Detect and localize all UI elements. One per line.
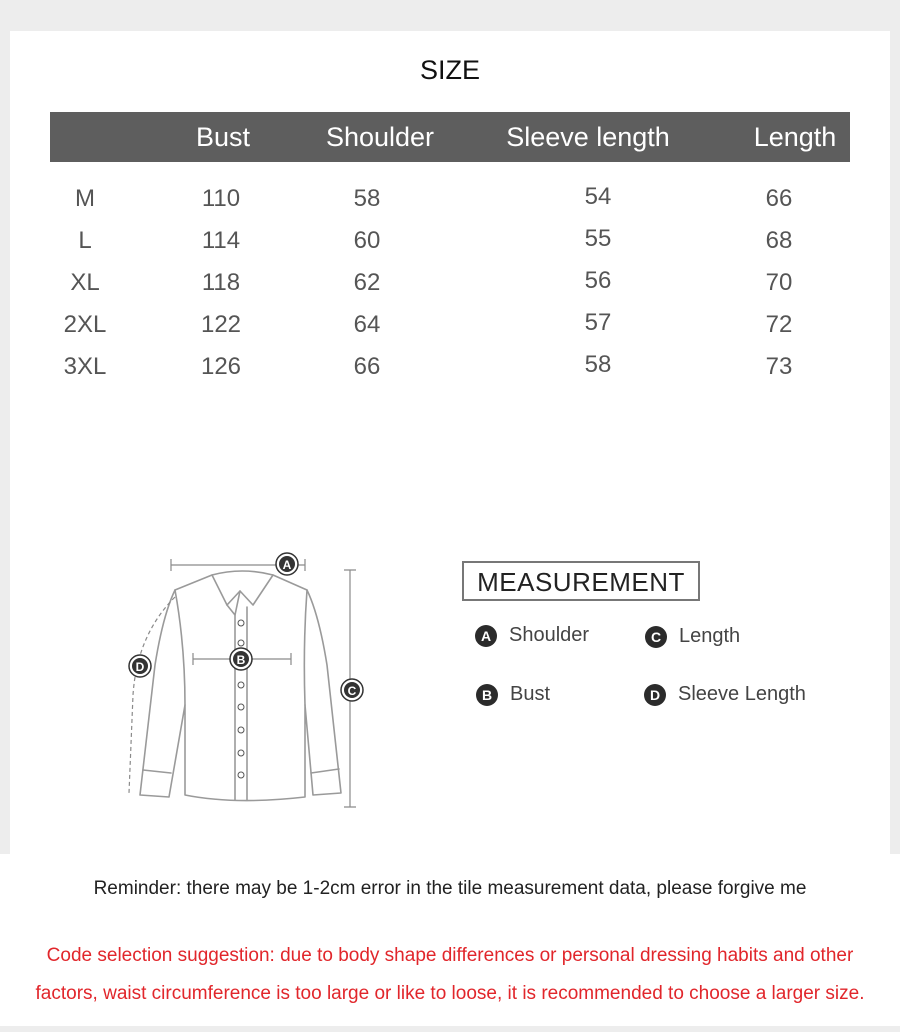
legend-length bbox=[645, 625, 740, 648]
cell-length: 73 bbox=[765, 353, 793, 380]
header-bust: Bust bbox=[195, 122, 251, 152]
legend-shoulder bbox=[475, 624, 589, 647]
svg-text:A: A bbox=[282, 558, 292, 572]
legend-sleeve-length bbox=[644, 683, 806, 706]
size-table-header bbox=[50, 112, 850, 162]
suggestion-line-1: Code selection suggestion: due to body shape differences or personal dressing habits and other bbox=[46, 945, 854, 966]
legend-bust bbox=[476, 683, 550, 706]
cell-size: M bbox=[75, 185, 95, 212]
cell-bust: 122 bbox=[200, 311, 242, 338]
cell-shoulder: 60 bbox=[353, 227, 381, 254]
legend-label-length: Length bbox=[679, 625, 741, 647]
cell-length: 70 bbox=[765, 269, 793, 296]
table-row bbox=[0, 178, 900, 220]
table-row bbox=[0, 262, 900, 304]
cell-length: 66 bbox=[765, 185, 793, 212]
marker-a bbox=[276, 553, 298, 575]
legend-badge-d: D bbox=[644, 684, 666, 706]
legend-label-bust: Bust bbox=[510, 683, 551, 705]
legend-badge-a: A bbox=[475, 625, 497, 647]
svg-text:D: D bbox=[135, 660, 145, 674]
cell-size: 2XL bbox=[63, 311, 107, 338]
cell-shoulder: 64 bbox=[353, 311, 381, 338]
legend-label-shoulder: Shoulder bbox=[509, 624, 590, 646]
cell-sleeve-length: 57 bbox=[584, 309, 612, 336]
reminder-text: Reminder: there may be 1-2cm error in the tile measurement data, please forgive me bbox=[93, 878, 807, 899]
svg-text:C: C bbox=[347, 684, 357, 698]
cell-size: 3XL bbox=[63, 353, 107, 380]
legend-badge-b: B bbox=[476, 684, 498, 706]
table-row bbox=[0, 220, 900, 262]
cell-shoulder: 66 bbox=[353, 353, 381, 380]
table-row bbox=[0, 304, 900, 346]
cell-shoulder: 58 bbox=[353, 185, 381, 212]
cell-size: L bbox=[78, 227, 92, 254]
cell-shoulder: 62 bbox=[353, 269, 381, 296]
header-shoulder: Shoulder bbox=[325, 122, 435, 152]
header-sleeve-length: Sleeve length bbox=[506, 122, 670, 152]
cell-sleeve-length: 56 bbox=[584, 267, 612, 294]
legend-label-sleeve-length: Sleeve Length bbox=[678, 683, 806, 705]
table-row bbox=[0, 346, 900, 388]
cell-length: 72 bbox=[765, 311, 793, 338]
suggestion-line-2: factors, waist circumference is too large or like to loose, it is recommended to choose a larger size. bbox=[35, 983, 865, 1004]
cell-bust: 118 bbox=[201, 269, 241, 296]
marker-b bbox=[230, 648, 252, 670]
shirt-diagram bbox=[115, 545, 375, 815]
cell-size: XL bbox=[70, 269, 100, 296]
page-title: SIZE bbox=[419, 55, 480, 85]
cell-bust: 114 bbox=[201, 227, 241, 254]
marker-c bbox=[341, 679, 363, 701]
legend-badge-c: C bbox=[645, 626, 667, 648]
cell-sleeve-length: 58 bbox=[584, 351, 612, 378]
header-length: Length bbox=[753, 122, 837, 152]
cell-bust: 110 bbox=[201, 185, 241, 212]
marker-d bbox=[129, 655, 151, 677]
measurement-heading: MEASUREMENT bbox=[462, 561, 700, 601]
svg-text:B: B bbox=[236, 653, 246, 667]
cell-sleeve-length: 54 bbox=[584, 183, 612, 210]
cell-bust: 126 bbox=[200, 353, 242, 380]
cell-sleeve-length: 55 bbox=[584, 225, 612, 252]
cell-length: 68 bbox=[765, 227, 793, 254]
